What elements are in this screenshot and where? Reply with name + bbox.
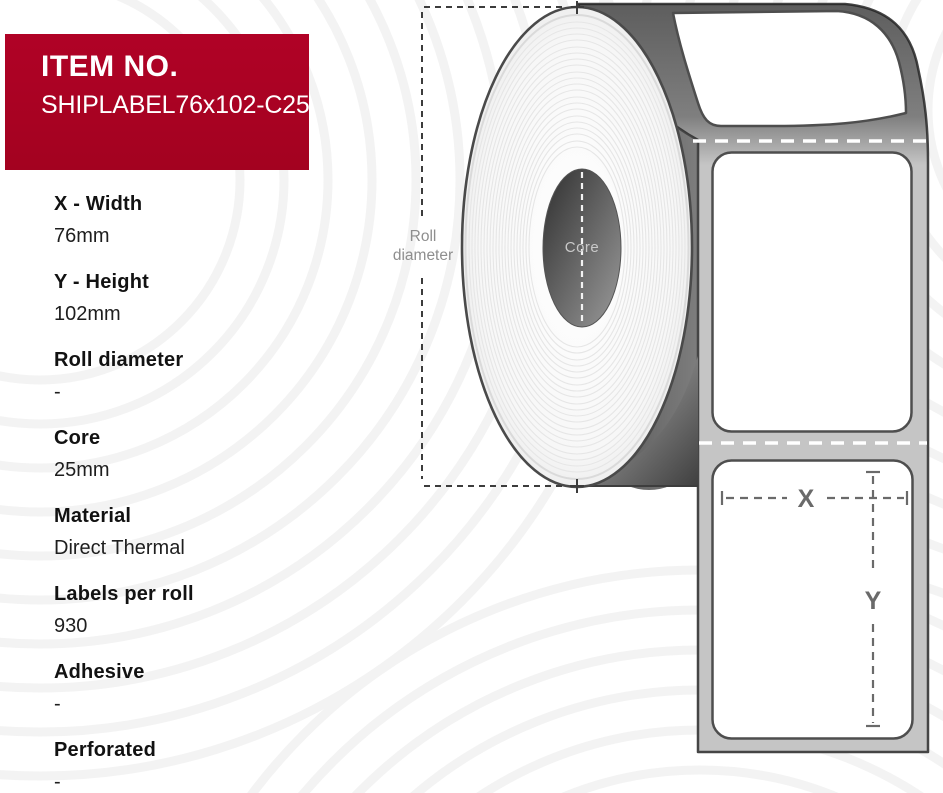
spec-label: Material xyxy=(54,505,132,527)
spec-list xyxy=(54,0,374,793)
spec-item-x-width xyxy=(54,193,142,247)
item-number: SHIPLABEL76x102-C25 xyxy=(41,91,310,119)
spec-label: Roll diameter xyxy=(54,349,184,371)
spec-value: Direct Thermal xyxy=(54,537,185,559)
item-no-heading: ITEM NO. xyxy=(41,50,179,83)
width-dimension-label: X xyxy=(797,485,815,513)
spec-item-y-height xyxy=(54,271,149,325)
spec-item-material xyxy=(54,505,185,559)
spec-value: 76mm xyxy=(54,225,110,247)
spec-label: Labels per roll xyxy=(54,583,194,605)
core-label: Core xyxy=(564,239,600,256)
label-roll-diagram xyxy=(380,0,943,793)
spec-label: Y - Height xyxy=(54,271,149,293)
spec-label: X - Width xyxy=(54,193,143,215)
spec-item-labels-per-roll xyxy=(54,583,194,637)
spec-item-roll-diameter xyxy=(54,349,183,403)
spec-value: 930 xyxy=(54,615,88,637)
spec-value: - xyxy=(54,693,61,715)
spec-label: Adhesive xyxy=(54,661,145,683)
spec-value: 102mm xyxy=(54,303,121,325)
spec-label: Perforated xyxy=(54,739,157,761)
label-sticker-top xyxy=(673,11,906,126)
roll-diameter-label-line1: Roll xyxy=(409,228,437,245)
spec-value: - xyxy=(54,381,61,403)
spec-value: 25mm xyxy=(54,459,110,481)
roll-diameter-label-line2: diameter xyxy=(392,247,454,264)
spec-label: Core xyxy=(54,427,101,449)
spec-item-adhesive xyxy=(54,661,145,715)
spec-value: - xyxy=(54,771,61,793)
label-sticker-middle xyxy=(713,153,912,432)
height-dimension-label: Y xyxy=(864,587,882,615)
spec-item-perforated xyxy=(54,739,156,793)
spec-item-core xyxy=(54,427,110,481)
